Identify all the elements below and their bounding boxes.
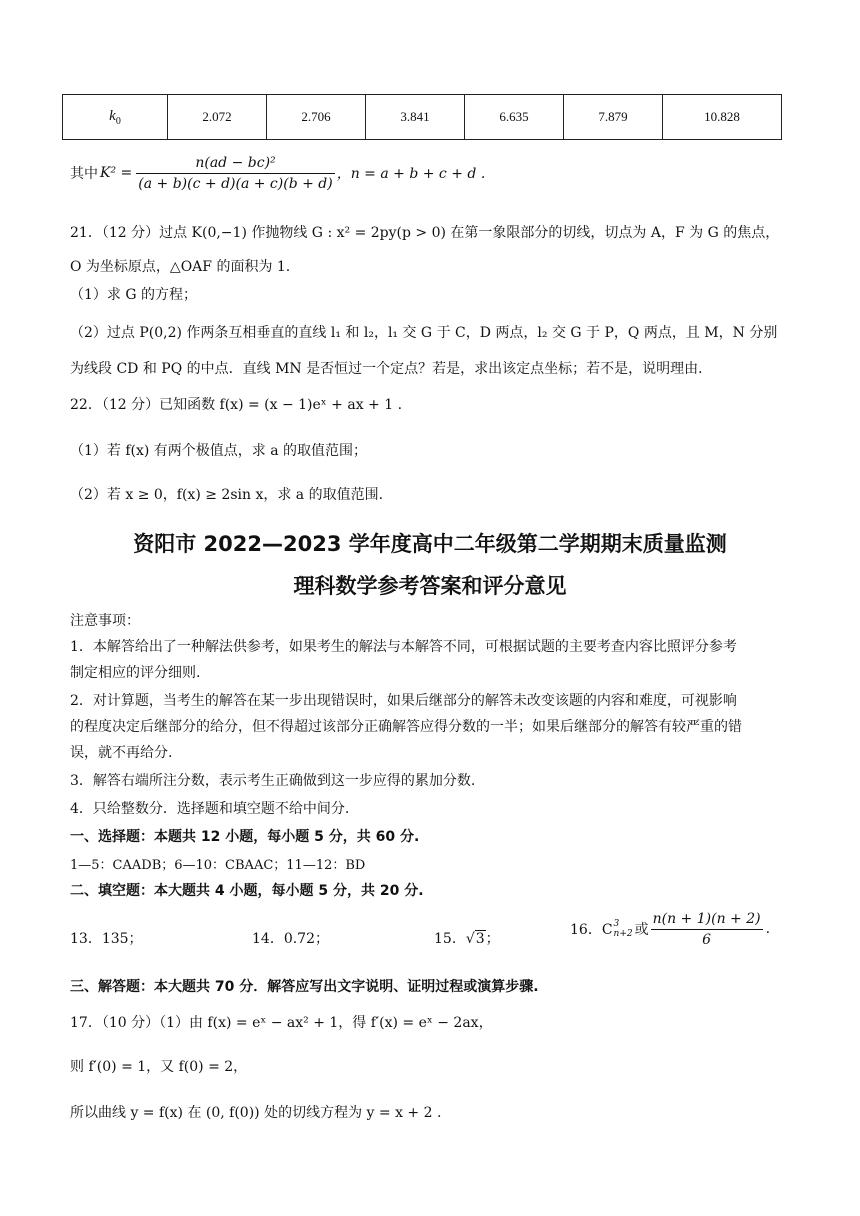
q21-part1: （1）求 G 的方程；	[70, 287, 197, 303]
formula-numerator: n(ad − bc)²	[136, 153, 334, 174]
combination-indices	[614, 919, 633, 939]
table-cell: 7.879	[564, 95, 663, 140]
note-4: 4．只给整数分．选择题和填空题不给中间分.	[70, 801, 350, 817]
answer-15-suffix: ；	[485, 931, 500, 947]
answer-16-denominator: 6	[702, 931, 712, 948]
q21-line2: O 为坐标原点，△OAF 的面积为 1.	[70, 259, 291, 275]
k-subscript: 0	[115, 115, 121, 127]
answer-16	[570, 904, 770, 954]
formula-fraction	[136, 153, 334, 194]
section1-answers: 1—5：CAADB；6—10：CBAAC；11—12：BD	[70, 858, 366, 873]
table-cell: 10.828	[663, 95, 782, 140]
section3-heading: 三、解答题：本大题共 70 分．解答应写出文字说明、证明过程或演算步骤.	[70, 979, 539, 995]
answer-title: 资阳市 2022—2023 学年度高中二年级第二学期期末质量监测	[133, 532, 727, 556]
note-1a: 1．本解答给出了一种解法供参考，如果考生的解法与本解答不同，可根据试题的主要考查内容比照评分参考	[70, 639, 737, 655]
q22-line1: 22．（12 分）已知函数 f(x) = (x − 1)eˣ + ax + 1 .	[70, 397, 403, 413]
q22-part2: （2）若 x ≥ 0，f(x) ≥ 2sin x，求 a 的取值范围.	[70, 487, 384, 503]
sqrt-symbol: √3	[465, 931, 485, 947]
table-cell: 2.072	[168, 95, 267, 140]
table-head-cell	[63, 95, 168, 140]
critical-value-table	[62, 94, 782, 140]
note-2c: 误，就不再给分.	[70, 745, 173, 761]
q21-part2a: （2）过点 P(0,2) 作两条互相垂直的直线 l₁ 和 l₂，l₁ 交 G 于 C，D 两点，l₂ 交 G 于 P，Q 两点，且 M，N 分别	[70, 325, 778, 341]
answer-13: 13．135；	[70, 931, 143, 947]
note-2a: 2．对计算题，当考生的解答在某一步出现错误时，如果后继部分的解答未改变该题的内容和难度，可视影响	[70, 693, 737, 709]
formula-denominator: (a + b)(c + d)(a + c)(b + d)	[138, 175, 333, 192]
q21-part2b: 为线段 CD 和 PQ 的中点．直线 MN 是否恒过一个定点？若是，求出该定点坐标；若不是，说明理由．	[70, 361, 713, 377]
k-squared-formula	[70, 150, 485, 196]
combination-lower: n+2	[613, 929, 633, 939]
section2-heading: 二、填空题：本大题共 4 小题，每小题 5 分，共 20 分.	[70, 883, 424, 899]
table-row	[63, 95, 782, 140]
table-cell: 3.841	[366, 95, 465, 140]
q17-line1: 17．（10 分）（1）由 f(x) = eˣ − ax² + 1，得 f′(x) = eˣ − 2ax，	[70, 1015, 493, 1031]
q17-line3: 所以曲线 y = f(x) 在 (0, f(0)) 处的切线方程为 y = x + 2 .	[70, 1105, 442, 1121]
formula-prefix: 其中	[70, 166, 98, 182]
answer-15-prefix: 15．	[434, 931, 466, 947]
answer-16-prefix: 16．C	[570, 922, 613, 938]
combination-upper: 3	[613, 919, 620, 929]
k-symbol: k	[109, 107, 116, 124]
q22-part1: （1）若 f(x) 有两个极值点，求 a 的取值范围；	[70, 443, 368, 459]
formula-lhs: K² =	[100, 165, 133, 181]
answer-16-or: 或	[634, 922, 649, 938]
answer-14: 14．0.72；	[252, 931, 329, 947]
q17-line2: 则 f′(0) = 1，又 f(0) = 2，	[70, 1059, 248, 1075]
notes-label: 注意事项：	[70, 613, 140, 629]
table-cell: 2.706	[267, 95, 366, 140]
answer-16-end: .	[765, 921, 771, 937]
formula-n-definition: ，n = a + b + c + d .	[336, 166, 486, 182]
table-cell: 6.635	[465, 95, 564, 140]
answer-16-numerator: n(n + 1)(n + 2)	[651, 909, 763, 930]
answer-subtitle: 理科数学参考答案和评分意见	[293, 574, 567, 598]
sqrt-radicand: 3	[475, 931, 485, 947]
answer-15	[434, 928, 500, 948]
section1-heading: 一、选择题：本题共 12 小题，每小题 5 分，共 60 分.	[70, 829, 420, 845]
q21-line1: 21．（12 分）过点 K(0,−1) 作抛物线 G : x² = 2py(p > 0) 在第一象限部分的切线，切点为 A，F 为 G 的焦点，	[70, 225, 780, 241]
note-2b: 的程度决定后继部分的给分，但不得超过该部分正确解答应得分数的一半；如果后继部分的解答有较严重的错	[70, 719, 742, 735]
note-1b: 制定相应的评分细则.	[70, 665, 201, 681]
answer-16-fraction	[651, 909, 763, 950]
note-3: 3．解答右端所注分数，表示考生正确做到这一步应得的累加分数.	[70, 773, 476, 789]
